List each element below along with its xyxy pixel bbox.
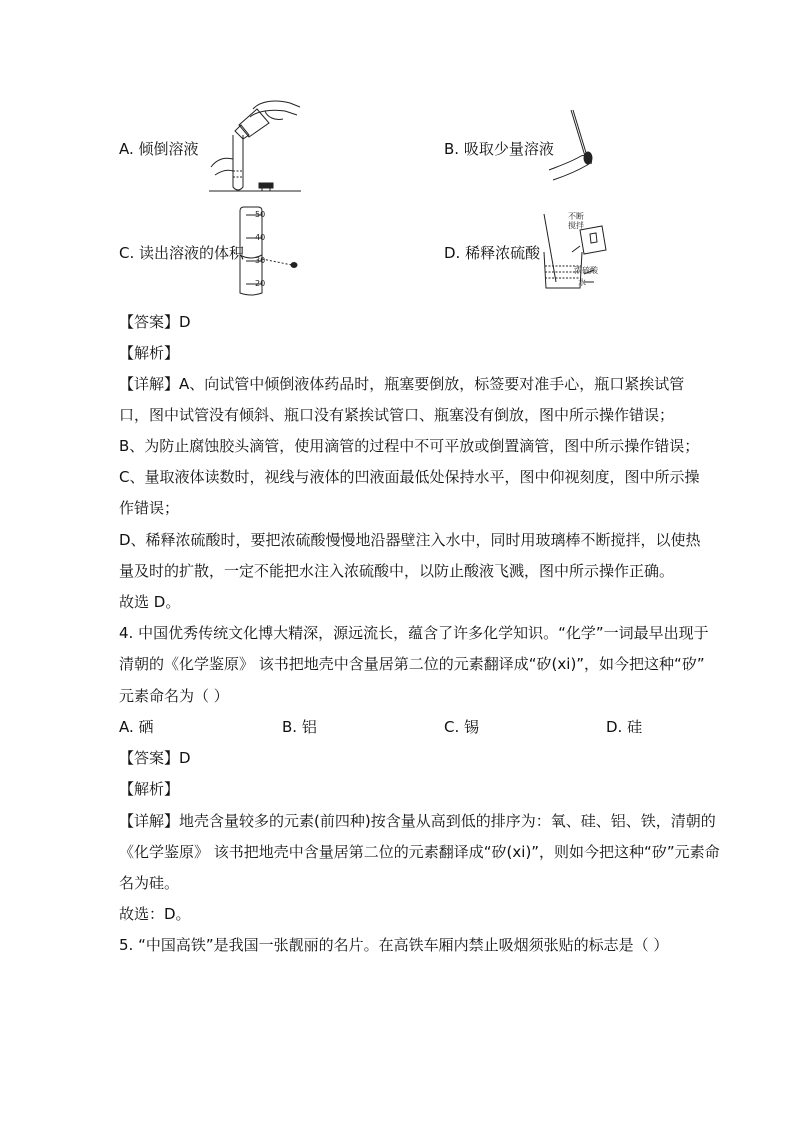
q4-option-b: B. 铝 <box>282 718 317 736</box>
figure-graduated-cylinder <box>238 205 308 297</box>
q4-analysis-heading: 【解析】 <box>119 780 180 798</box>
q3-detail-line: D、稀释浓硫酸时，要把浓硫酸慢慢地沿器壁注入水中，同时用玻璃棒不断搅拌，以使热 <box>119 531 701 549</box>
q3-detail-line: 口，图中试管没有倾斜、瓶口没有紧挨试管口、瓶塞没有倒放，图中所示操作错误； <box>119 406 675 424</box>
q4-option-a: A. 硒 <box>119 718 154 736</box>
q4-option-d: D. 硅 <box>606 718 643 736</box>
q5-stem: 5. “中国高铁”是我国一张靓丽的名片。在高铁车厢内禁止吸烟须张贴的标志是（ ） <box>119 936 669 954</box>
q4-stem-line: 清朝的《化学鉴原》 该书把地壳中含量居第二位的元素翻译成“矽(xi)”，如今把这种“矽” <box>119 655 705 673</box>
q4-detail-line: 名为硅。 <box>119 874 180 892</box>
q4-stem-line: 元素命名为（ ） <box>119 687 229 705</box>
label-conc-acid: 浓硫酸 <box>574 266 598 275</box>
option-c-label: C. 读出溶液的体积 <box>119 244 245 262</box>
tick-label-20: 20 <box>255 279 266 288</box>
q4-choose: 故选：D。 <box>119 905 191 923</box>
option-b-label: B. 吸取少量溶液 <box>444 140 554 158</box>
q3-answer: 【答案】D <box>119 313 191 331</box>
tick-label-30: 30 <box>255 256 266 265</box>
label-water: 水 <box>578 278 586 287</box>
tick-label-50: 50 <box>255 210 266 219</box>
q4-option-c: C. 锡 <box>444 718 480 736</box>
tick-label-40: 40 <box>255 233 266 242</box>
figure-dropper <box>545 108 605 186</box>
q3-choose: 故选 D。 <box>119 593 181 611</box>
q4-detail-line: 【详解】地壳含量较多的元素(前四种)按含量从高到低的排序为：氧、硅、铝、铁，清朝的 <box>119 812 716 830</box>
q4-answer: 【答案】D <box>119 749 191 767</box>
q3-detail-line: 【详解】A、向试管中倾倒液体药品时，瓶塞要倒放，标签要对准手心，瓶口紧挨试管 <box>119 375 685 393</box>
q3-detail-line: 量及时的扩散，一定不能把水注入浓硫酸中，以防止酸液飞溅，图中所示操作正确。 <box>119 562 675 580</box>
q3-detail-line: 作错误； <box>119 499 180 517</box>
q3-analysis-heading: 【解析】 <box>119 344 180 362</box>
figure-pouring-liquid <box>205 97 305 197</box>
q3-detail-line: C、量取液体读数时，视线与液体的凹液面最低处保持水平，图中仰视刻度，图中所示操 <box>119 468 700 486</box>
label-stir: 不断 搅拌 <box>568 212 584 230</box>
q4-detail-line: 《化学鉴原》 该书把地壳中含量居第二位的元素翻译成“矽(xi)”，则如今把这种“矽”元素命 <box>119 843 720 861</box>
q3-detail-line: B、为防止腐蚀胶头滴管，使用滴管的过程中不可平放或倒置滴管，图中所示操作错误； <box>119 437 700 455</box>
option-a-label: A. 倾倒溶液 <box>119 140 199 158</box>
option-d-label: D. 稀释浓硫酸 <box>444 244 541 262</box>
q4-stem-line: 4. 中国优秀传统文化博大精深，源远流长，蕴含了许多化学知识。“化学”一词最早出现于 <box>119 624 709 642</box>
